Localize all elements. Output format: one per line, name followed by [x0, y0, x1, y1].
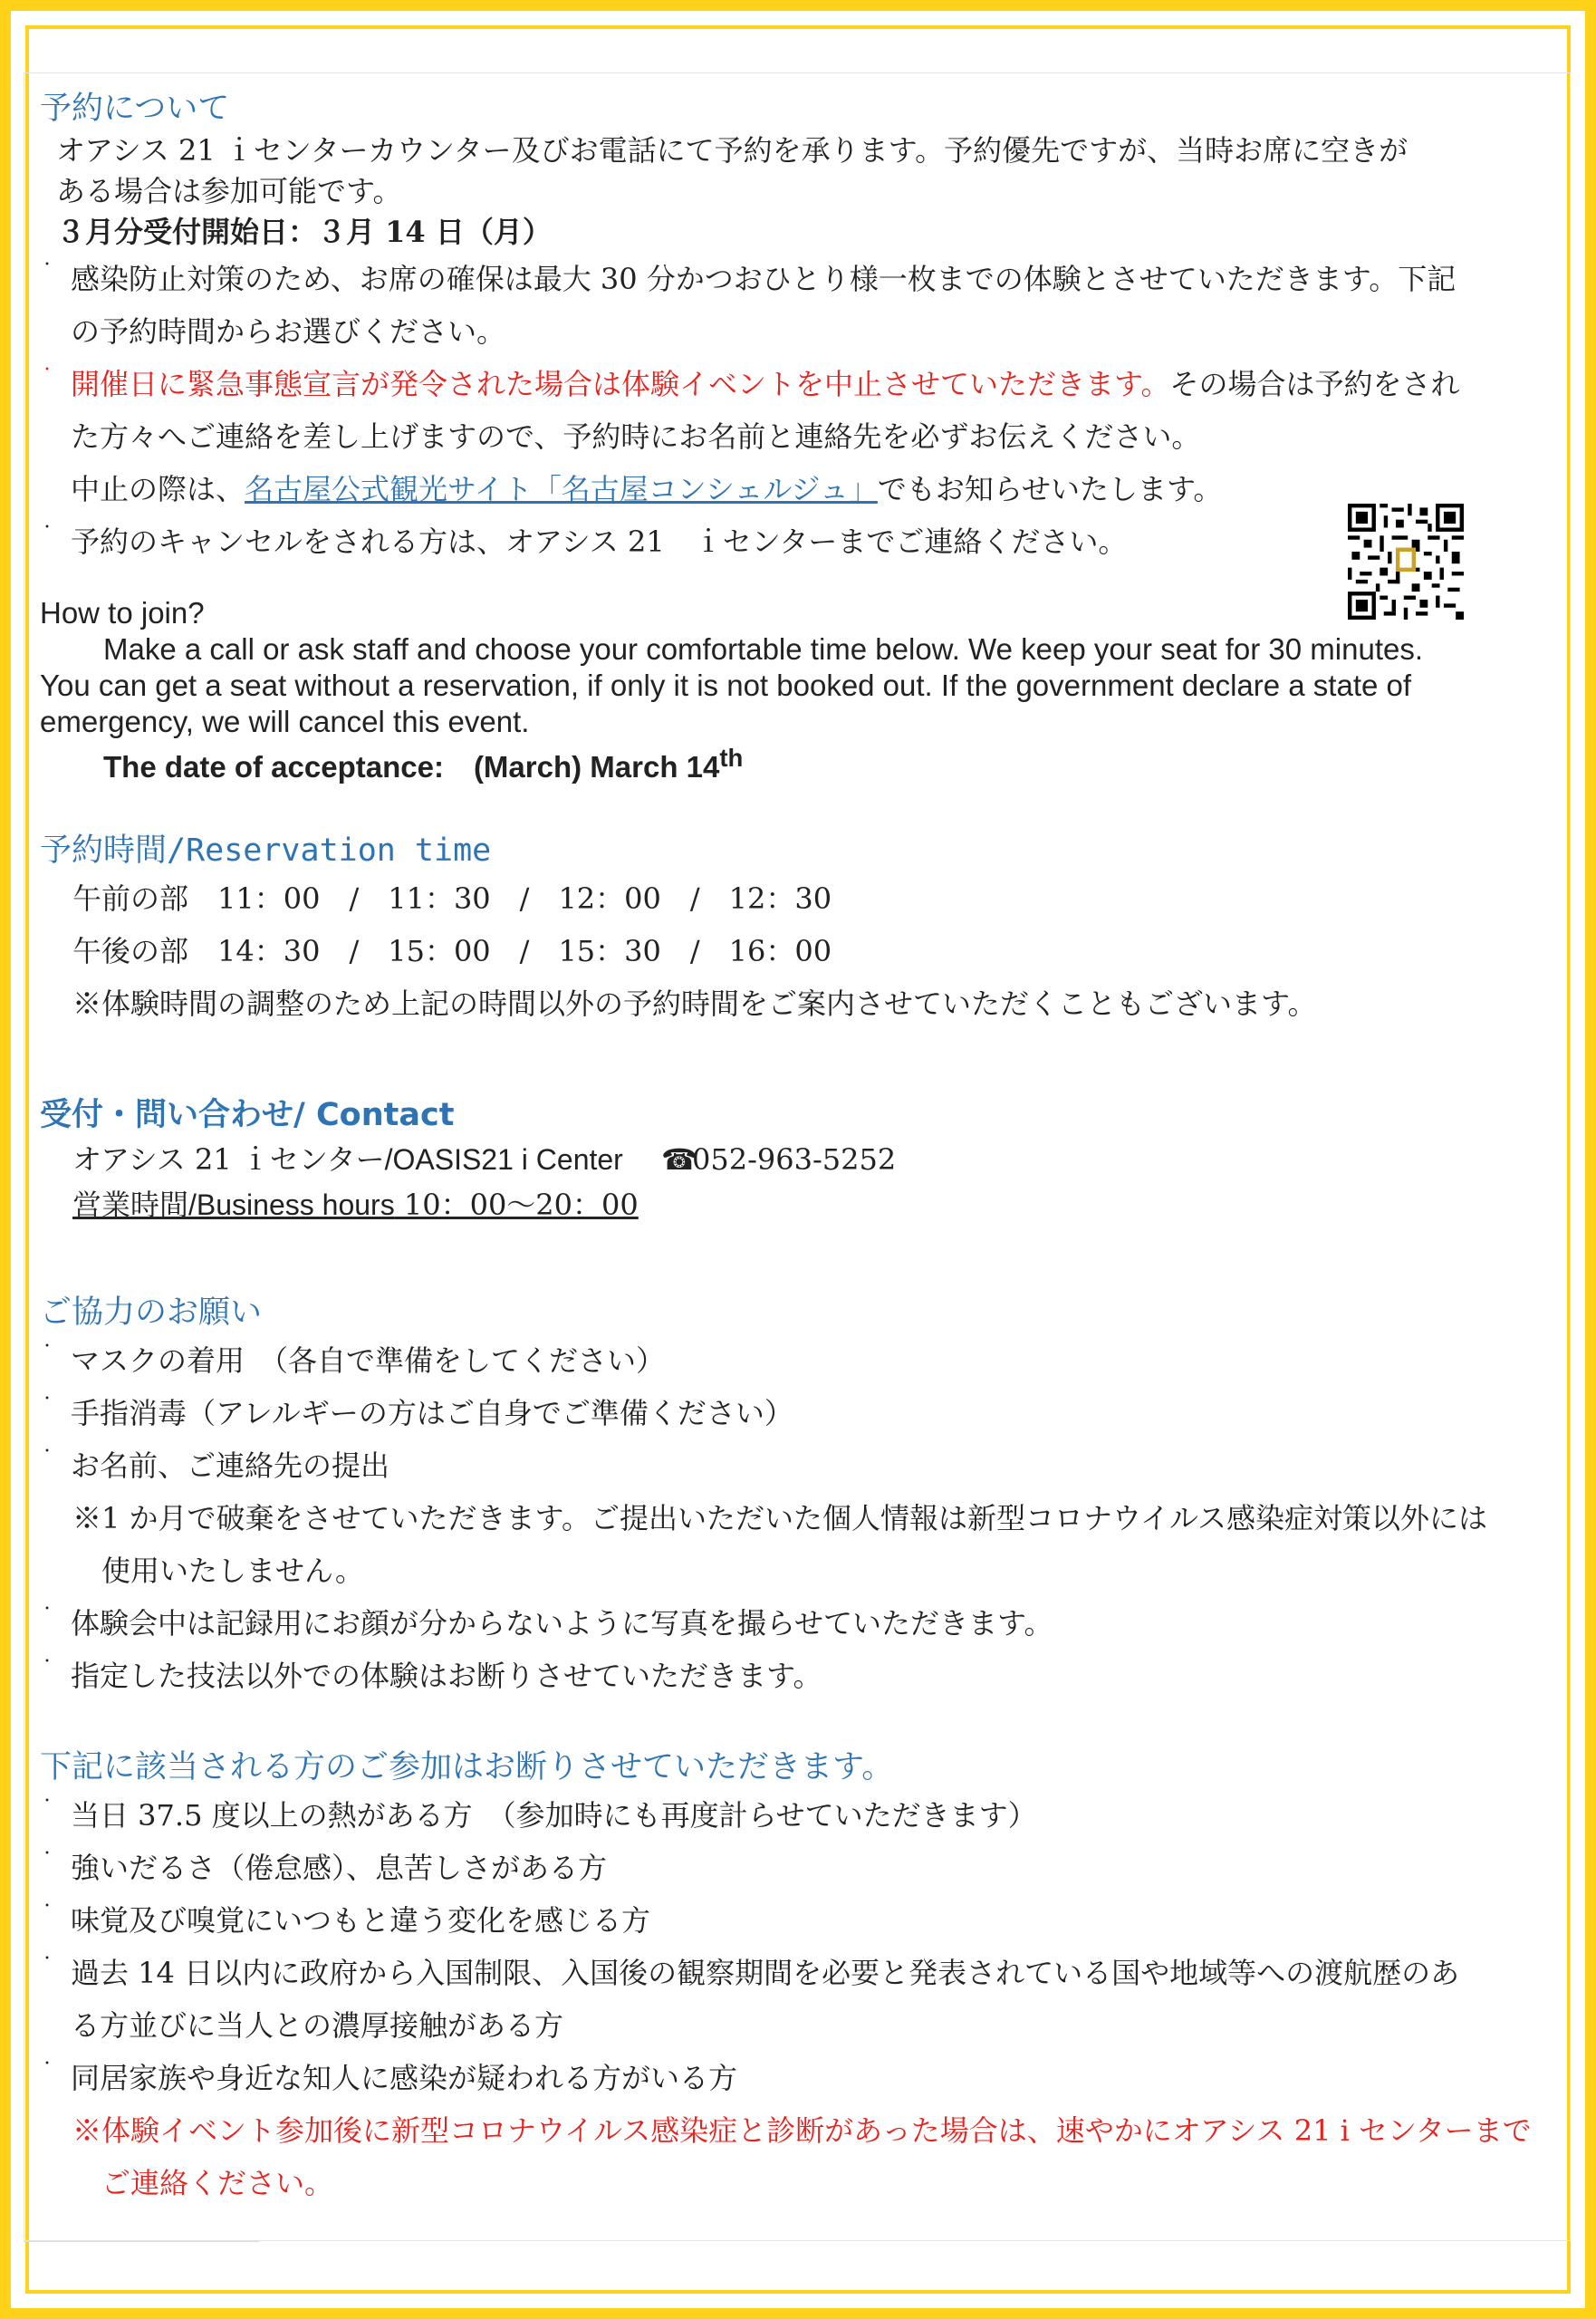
list-item: ・ 当日 37.5 度以上の熱がある方 （参加時にも再度計らせていただきます）	[40, 1789, 1562, 1842]
center-name-jp: オアシス 21 ｉセンター	[72, 1142, 385, 1177]
reservation-intro-line1: オアシス 21 ｉセンターカウンター及びお電話にて予約を承ります。予約優先ですが、当時お席に空きが	[56, 133, 1409, 168]
privacy-note-line2: 使用いたしません。	[101, 1554, 364, 1588]
reservation-bullet-1	[40, 253, 1562, 358]
reservation-time-section	[40, 829, 1562, 1030]
list-item: ・ 味覚及び嗅覚にいつもと違う変化を感じる方	[40, 1894, 1562, 1947]
reservation-bullet-2-line2: た方々へご連絡を差し上げますので、予約時にお名前と連絡先を必ずお伝えください。	[71, 419, 1201, 454]
contact-heading: 受付・問い合わせ/ Contact	[40, 1097, 455, 1133]
refusal-heading: 下記に該当される方のご参加はお断りさせていただきます。	[40, 1749, 894, 1785]
document-content	[40, 87, 1562, 2209]
diagnosis-note-line2: ご連絡ください。	[101, 2166, 334, 2200]
english-section	[40, 595, 1562, 785]
list-item: ・ 指定した技法以外での体験はお断りさせていただきます。	[40, 1650, 1562, 1702]
list-item: ・ 手指消毒（アレルギーの方はご自身でご準備ください）	[40, 1387, 1562, 1439]
nagoya-concierge-link[interactable]: 名古屋公式観光サイト「名古屋コンシェルジュ」	[245, 472, 878, 506]
phone-number[interactable]: 052-963-5252	[692, 1142, 897, 1177]
reservation-time-heading: 予約時間/Reservation time	[40, 832, 492, 869]
phone-icon: ☎	[661, 1142, 697, 1177]
bullet-mark: ・	[40, 255, 55, 273]
english-para-line3: emergency, we will cancel this event.	[40, 705, 530, 738]
emergency-warning: 開催日に緊急事態宣言が発令された場合は体験イベントを中止させていただきます。	[71, 367, 1170, 401]
list-item: ・ 体験会中は記録用にお顔が分からないように写真を撮らせていただきます。	[40, 1597, 1562, 1650]
bullet-mark: ・	[40, 1949, 55, 1967]
list-item: ・ 同居家族や身近な知人に感染が疑われる方がいる方	[40, 2052, 1562, 2104]
contact-center-line	[40, 1137, 1562, 1182]
afternoon-schedule: 午後の部 14：30 / 15：00 / 15：30 / 16：00	[72, 934, 832, 968]
bullet-mark: ・	[40, 361, 55, 378]
acceptance-date-en: The date of acceptance: (March) March 14th	[103, 744, 744, 784]
reservation-intro-line2: ある場合は参加可能です。	[56, 174, 402, 208]
morning-schedule: 午前の部 11：00 / 11：30 / 12：00 / 12：30	[72, 881, 832, 916]
reservation-bullet-3-text: 予約のキャンセルをされる方は、オアシス 21 ｉセンターまでご連絡ください。	[71, 524, 1128, 559]
contact-section	[40, 1093, 1562, 1227]
list-item: ・ お名前、ご連絡先の提出	[40, 1439, 1562, 1492]
reservation-bullet-3	[40, 515, 1562, 568]
bullet-mark: ・	[40, 1792, 55, 1809]
reservation-section	[40, 87, 1562, 568]
reservation-heading: 予約について	[40, 91, 230, 127]
diagnosis-note-line1: ※体験イベント参加後に新型コロナウイルス感染症と診断があった場合は、速やかにオアシス 21 i センターまで	[72, 2113, 1532, 2148]
reservation-bullet-1-line2: の予約時間からお選びください。	[71, 314, 506, 349]
reservation-bullet-1-line1: 感染防止対策のため、お席の確保は最大 30 分かつおひとり様一枚までの体験とさせていただきます。下記	[71, 262, 1457, 296]
bullet-mark: ・	[40, 1897, 55, 1914]
how-to-join-heading: How to join?	[40, 596, 205, 630]
bullet-mark: ・	[40, 1337, 55, 1354]
hours-label-jp: 営業時間	[72, 1188, 189, 1222]
cancel-note-prefix: 中止の際は、	[71, 472, 245, 506]
bullet-mark: ・	[40, 1442, 55, 1459]
list-item: ・ マスクの着用 （各自で準備をしてください）	[40, 1334, 1562, 1387]
schedule-note: ※体験時間の調整のため上記の時間以外の予約時間をご案内させていただくこともございます。	[72, 986, 1317, 1021]
privacy-note-line1: ※1 か月で破棄をさせていただきます。ご提出いただいた個人情報は新型コロナウイルス感染症対策以外には	[72, 1501, 1488, 1535]
bullet-mark: ・	[40, 518, 55, 535]
refusal-section	[40, 1746, 1562, 2209]
cancel-note-suffix: でもお知らせいたします。	[877, 472, 1223, 506]
reservation-bullet-2	[40, 358, 1562, 515]
business-hours	[40, 1182, 639, 1227]
english-para-line1: Make a call or ask staff and choose your comfortable time below. We keep your seat for 30 minutes.	[103, 632, 1424, 666]
cooperation-heading: ご協力のお願い	[40, 1294, 263, 1331]
date-superscript: th	[719, 744, 744, 772]
bullet-mark: ・	[40, 1390, 55, 1407]
bullet-mark: ・	[40, 1652, 55, 1669]
hours-value: 10：00～20：00	[394, 1188, 639, 1222]
bullet-mark: ・	[40, 1844, 55, 1862]
bullet-mark: ・	[40, 2054, 55, 2072]
center-name-en: /OASIS21 i Center	[384, 1143, 623, 1176]
cooperation-section	[40, 1291, 1562, 1702]
emergency-warning-cont: その場合は予約をされ	[1169, 367, 1460, 401]
bullet-mark: ・	[40, 1600, 55, 1617]
hours-label-en: /Business hours	[188, 1188, 395, 1221]
acceptance-date: ３月分受付開始日：３月 14 日（月）	[56, 215, 552, 249]
list-item: ・ 強いだるさ（倦怠感）、息苦しさがある方	[40, 1842, 1562, 1894]
bottom-divider	[24, 2241, 259, 2242]
english-para-line2: You can get a seat without a reservation, if only it is not booked out. If the government declare a state of	[40, 669, 1412, 702]
list-item: ・ 過去 14 日以内に政府から入国制限、入国後の観察期間を必要と発表されている国や地域等への渡航歴のあ る方並びに当人との濃厚接触がある方	[40, 1947, 1562, 2052]
